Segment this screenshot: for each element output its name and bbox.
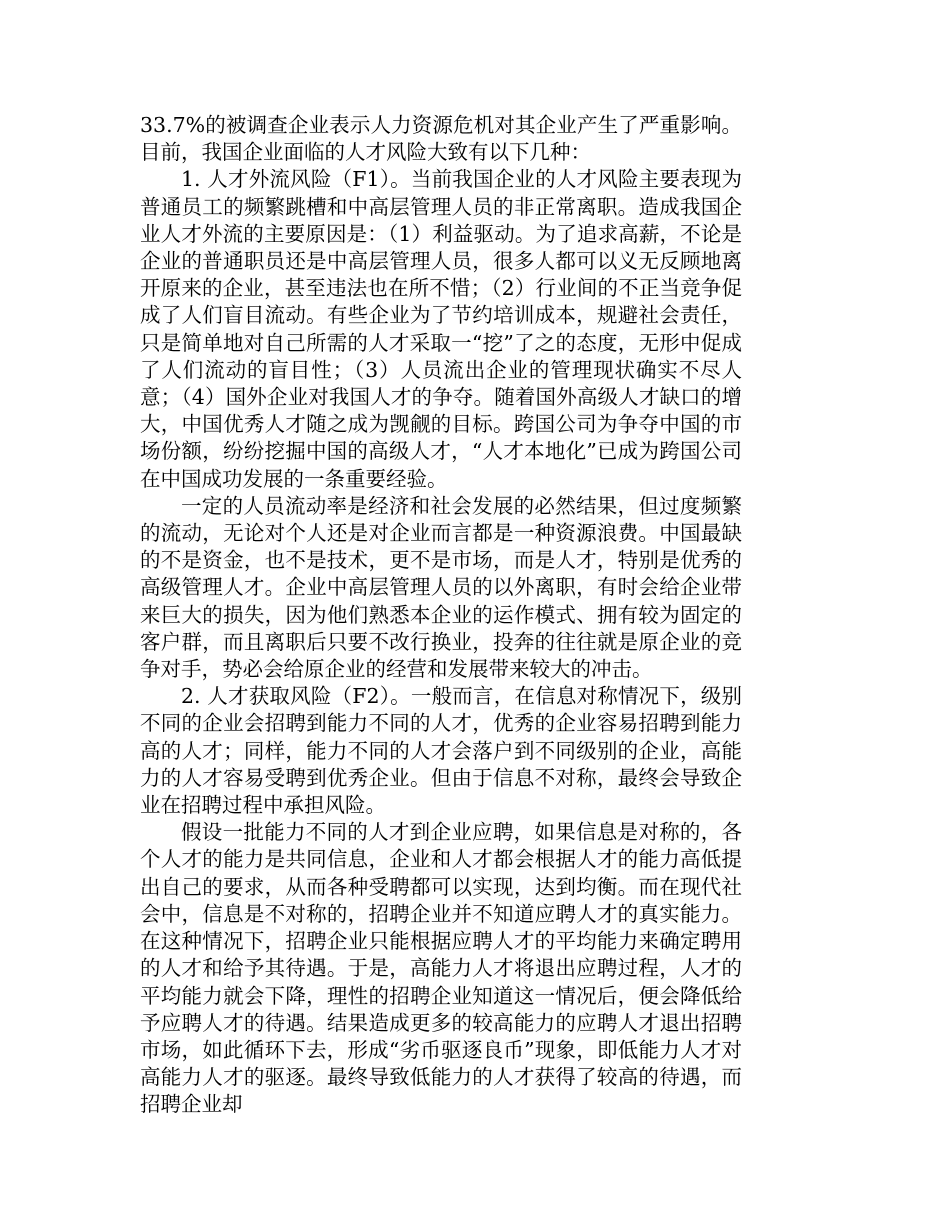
paragraph-turnover-rate: 一定的人员流动率是经济和社会发展的必然结果，但过度频繁的流动，无论对个人还是对企业而言都是一种资源浪费。中国最缺的不是资金，也不是技术，更不是市场，而是人才，特别是优秀的高级管理人才。企业中高层管理人员的以外离职，有时会给企业带来巨大的损失，因为他们熟悉本企业的运作模式、拥有较为固定的客户群，而且离职后只要不改行换业，投奔的往往就是原企业的竞争对手，势必会给原企业的经营和发展带来较大的冲击。 [140,493,742,682]
paragraph-talent-outflow-risk: 1. 人才外流风险（F1）。当前我国企业的人才风险主要表现为普通员工的频繁跳槽和中高层管理人员的非正常离职。造成我国企业人才外流的主要原因是：（1）利益驱动。为了追求高薪，不论是企业的普通职员还是中高层管理人员，很多人都可以义无反顾地离开原来的企业，甚至违法也在所不惜；（2）行业间的不正当竞争促成了人们盲目流动。有些企业为了节约培训成本，规避社会责任，只是简单地对自己所需的人才采取一“挖”了之的态度，无形中促成了人们流动的盲目性；（3）人员流出企业的管理现状确实不尽人意；（4）国外企业对我国人才的争夺。随着国外高级人才缺口的增大，中国优秀人才随之成为觊觎的目标。跨国公司为争夺中国的市场份额，纷纷挖掘中国的高级人才，“人才本地化”已成为跨国公司在中国成功发展的一条重要经验。 [140,167,742,491]
paragraph-intro: 33.7%的被调查企业表示人力资源危机对其企业产生了严重影响。目前，我国企业面临的人才风险大致有以下几种： [140,113,742,165]
paragraph-talent-acquisition-risk: 2. 人才获取风险（F2）。一般而言，在信息对称情况下，级别不同的企业会招聘到能力不同的人才，优秀的企业容易招聘到能力高的人才；同样，能力不同的人才会落户到不同级别的企业，高能力的人才容易受聘到优秀企业。但由于信息不对称，最终会导致企业在招聘过程中承担风险。 [140,684,742,818]
document-body [140,112,742,1119]
paragraph-adverse-selection: 假设一批能力不同的人才到企业应聘，如果信息是对称的，各个人才的能力是共同信息，企业和人才都会根据人才的能力高低提出自己的要求，从而各种受聘都可以实现，达到均衡。而在现代社会中，信息是不对称的，招聘企业并不知道应聘人才的真实能力。在这种情况下，招聘企业只能根据应聘人才的平均能力来确定聘用的人才和给予其待遇。于是，高能力人才将退出应聘过程，人才的平均能力就会下降，理性的招聘企业知道这一情况后，便会降低给予应聘人才的待遇。结果造成更多的较高能力的应聘人才退出招聘市场，如此循环下去，形成“劣币驱逐良币”现象，即低能力人才对高能力人才的驱逐。最终导致低能力的人才获得了较高的待遇，而招聘企业却 [140,820,742,1117]
